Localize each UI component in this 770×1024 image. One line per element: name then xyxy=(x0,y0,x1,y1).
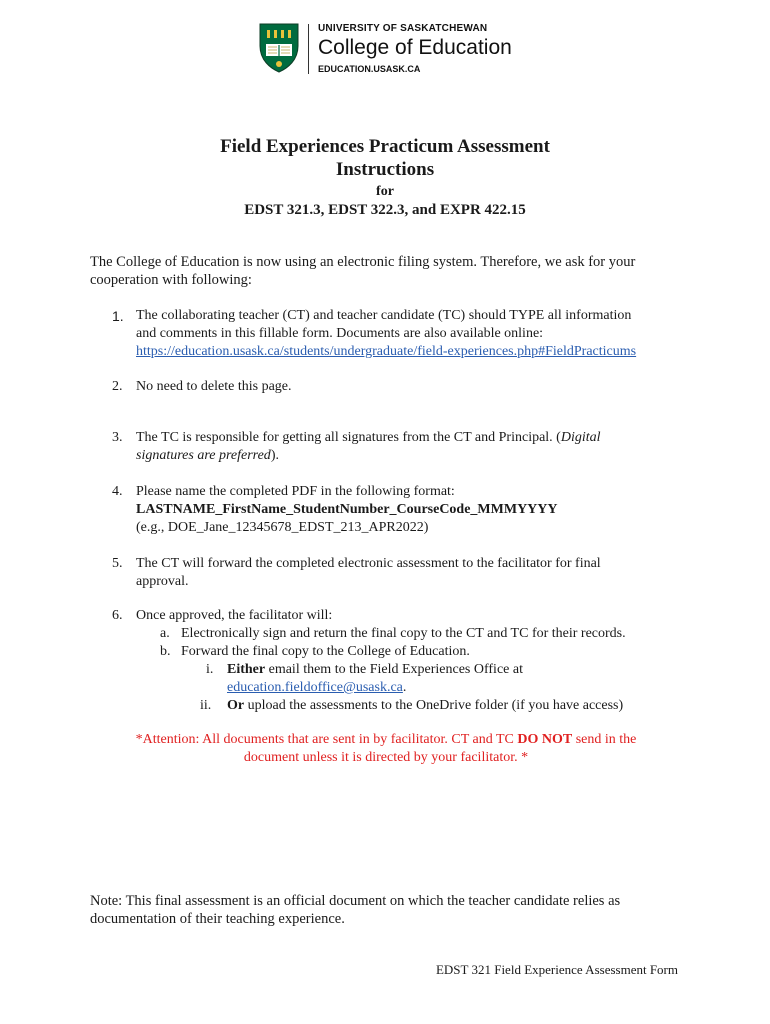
university-name: UNIVERSITY OF SASKATCHEWAN xyxy=(318,23,488,34)
attention-line2: document unless it is directed by your facilitator. * xyxy=(243,750,529,765)
instruction-item-2 xyxy=(112,378,692,396)
intro-line1: The College of Education is now using an electronic filing system. Therefore, we ask for your xyxy=(90,254,636,270)
document-title-line1: Field Experiences Practicum Assessment xyxy=(220,136,550,157)
item-1-line2: and comments in this fillable form. Documents are also available online: xyxy=(136,326,544,341)
university-shield-icon xyxy=(258,22,300,74)
item-number: 4. xyxy=(112,484,123,499)
item-3-end: ). xyxy=(270,448,279,463)
note-paragraph xyxy=(90,892,690,928)
sub-item-ii xyxy=(200,697,680,715)
logo-text xyxy=(318,22,512,75)
sub-item-i-text: email them to the Field Experiences Office at xyxy=(265,662,523,677)
item-3-italic-line2: signatures are preferred xyxy=(136,448,271,463)
attention-text: *Attention: All documents that are sent in by facilitator. CT and TC xyxy=(135,732,518,747)
intro-line2: cooperation with following: xyxy=(90,272,252,288)
item-number: 3. xyxy=(112,430,123,445)
filename-format: LASTNAME_FirstName_StudentNumber_CourseCode_MMMYYYY xyxy=(136,502,558,517)
note-line2: documentation of their teaching experience. xyxy=(90,911,345,927)
attention-do-not: DO NOT xyxy=(517,732,573,747)
field-practicums-link[interactable]: https://education.usask.ca/students/undergraduate/field-experiences.php#FieldPracticums xyxy=(136,344,637,359)
item-1-line1: The collaborating teacher (CT) and teacher candidate (TC) should TYPE all information xyxy=(136,308,632,323)
document-title-courses: EDST 321.3, EDST 322.3, and EXPR 422.15 xyxy=(244,202,526,218)
item-number: 5. xyxy=(112,556,123,571)
instruction-item-3 xyxy=(112,429,692,465)
either-bold: Either xyxy=(227,662,266,677)
sub-item-a xyxy=(160,625,680,643)
sub-item-ii-text: upload the assessments to the OneDrive folder (if you have access) xyxy=(244,698,624,713)
or-bold: Or xyxy=(227,698,245,713)
intro-paragraph xyxy=(90,253,690,289)
sub-item-b-text: Forward the final copy to the College of Education. xyxy=(181,644,470,659)
sub-item-label: b. xyxy=(160,644,171,659)
filename-example: (e.g., DOE_Jane_12345678_EDST_213_APR2022) xyxy=(136,520,429,535)
note-line1: Note: This final assessment is an official document on which the teacher candidate relies as xyxy=(90,893,621,909)
instruction-item-5 xyxy=(112,555,692,591)
attention-notice xyxy=(96,731,676,767)
document-title-for: for xyxy=(376,184,394,199)
item-number: 2. xyxy=(112,379,123,394)
instruction-item-1 xyxy=(112,307,692,361)
sub-item-i-end: . xyxy=(402,680,407,695)
sub-item-label: ii. xyxy=(200,698,212,713)
sub-item-a-text: Electronically sign and return the final copy to the CT and TC for their records. xyxy=(181,626,626,641)
item-3-italic: Digital xyxy=(560,430,601,445)
college-name: College of Education xyxy=(318,36,512,59)
item-6-line1: Once approved, the facilitator will: xyxy=(136,608,333,623)
item-4-line1: Please name the completed PDF in the following format: xyxy=(136,484,455,499)
sub-item-label: i. xyxy=(206,662,214,677)
fieldoffice-email-link[interactable]: education.fieldoffice@usask.ca xyxy=(227,680,403,695)
college-website: EDUCATION.USASK.CA xyxy=(318,64,421,74)
item-3-text: The TC is responsible for getting all signatures from the CT and Principal. ( xyxy=(136,430,561,445)
instruction-item-6 xyxy=(112,607,692,625)
document-title-line2: Instructions xyxy=(335,159,435,180)
instruction-item-4 xyxy=(112,483,692,537)
page-footer: EDST 321 Field Experience Assessment Form xyxy=(435,962,678,977)
logo-divider xyxy=(308,24,309,74)
attention-text-end: send in the xyxy=(572,732,637,747)
item-5-line2: approval. xyxy=(136,574,189,589)
item-5-line1: The CT will forward the completed electronic assessment to the facilitator for final xyxy=(136,556,601,571)
item-2-line1: No need to delete this page. xyxy=(136,379,292,394)
item-number: 1. xyxy=(112,308,124,324)
sub-item-label: a. xyxy=(160,626,170,641)
sub-item-b xyxy=(160,643,680,661)
sub-item-i xyxy=(206,661,676,697)
item-number: 6. xyxy=(112,608,123,623)
